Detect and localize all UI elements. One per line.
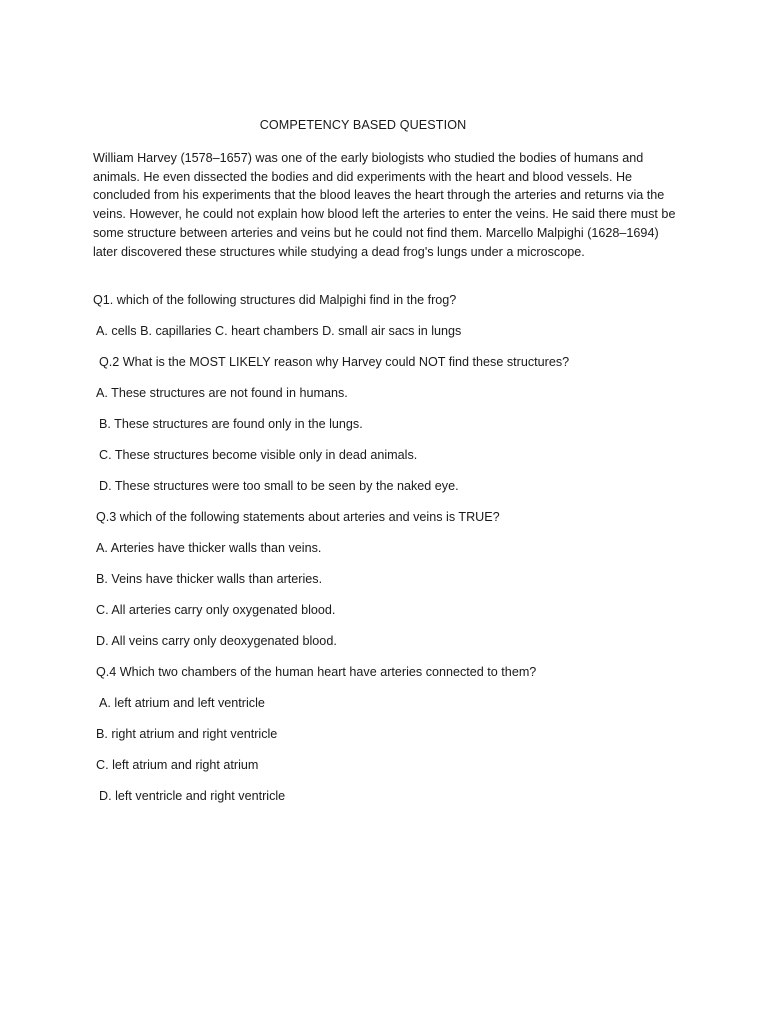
question-3-option-b: B. Veins have thicker walls than arteries.: [96, 572, 323, 586]
question-2-option-a: A. These structures are not found in humans.: [96, 386, 348, 400]
question-3-option-d: D. All veins carry only deoxygenated blood.: [96, 634, 337, 648]
question-2-option-d: D. These structures were too small to be seen by the naked eye.: [99, 479, 459, 493]
question-1-options: A. cells B. capillaries C. heart chambers D. small air sacs in lungs: [96, 324, 462, 338]
question-3-option-a: A. Arteries have thicker walls than veins.: [96, 541, 322, 555]
question-2: Q.2 What is the MOST LIKELY reason why Harvey could NOT find these structures?: [99, 355, 570, 369]
question-4: Q.4 Which two chambers of the human heart have arteries connected to them?: [96, 665, 537, 679]
question-2-option-b: B. These structures are found only in the lungs.: [99, 417, 363, 431]
question-1: Q1. which of the following structures did Malpighi find in the frog?: [93, 293, 457, 307]
passage-text: William Harvey (1578–1657) was one of the early biologists who studied the bodies of humans and animals. He even dissected the bodies and did experiments with the heart and blood vessels. He concluded from his experiments that the blood leaves the heart through the arteries and returns via the veins. However, he could not explain how blood left the arteries to enter the veins. He said there must be some structure between arteries and veins but he could not find them. Marcello Malpighi (1628–1694) later discovered these structures while studying a dead frog's lungs under a microscope.: [93, 151, 676, 259]
question-3: Q.3 which of the following statements about arteries and veins is TRUE?: [96, 510, 500, 524]
page-title: COMPETENCY BASED QUESTION: [259, 118, 467, 132]
question-4-option-d: D. left ventricle and right ventricle: [99, 789, 286, 803]
question-4-option-b: B. right atrium and right ventricle: [96, 727, 278, 741]
question-3-option-c: C. All arteries carry only oxygenated blood.: [96, 603, 336, 617]
question-2-option-c: C. These structures become visible only in dead animals.: [99, 448, 418, 462]
question-4-option-a: A. left atrium and left ventricle: [99, 696, 265, 710]
question-4-option-c: C. left atrium and right atrium: [96, 758, 259, 772]
